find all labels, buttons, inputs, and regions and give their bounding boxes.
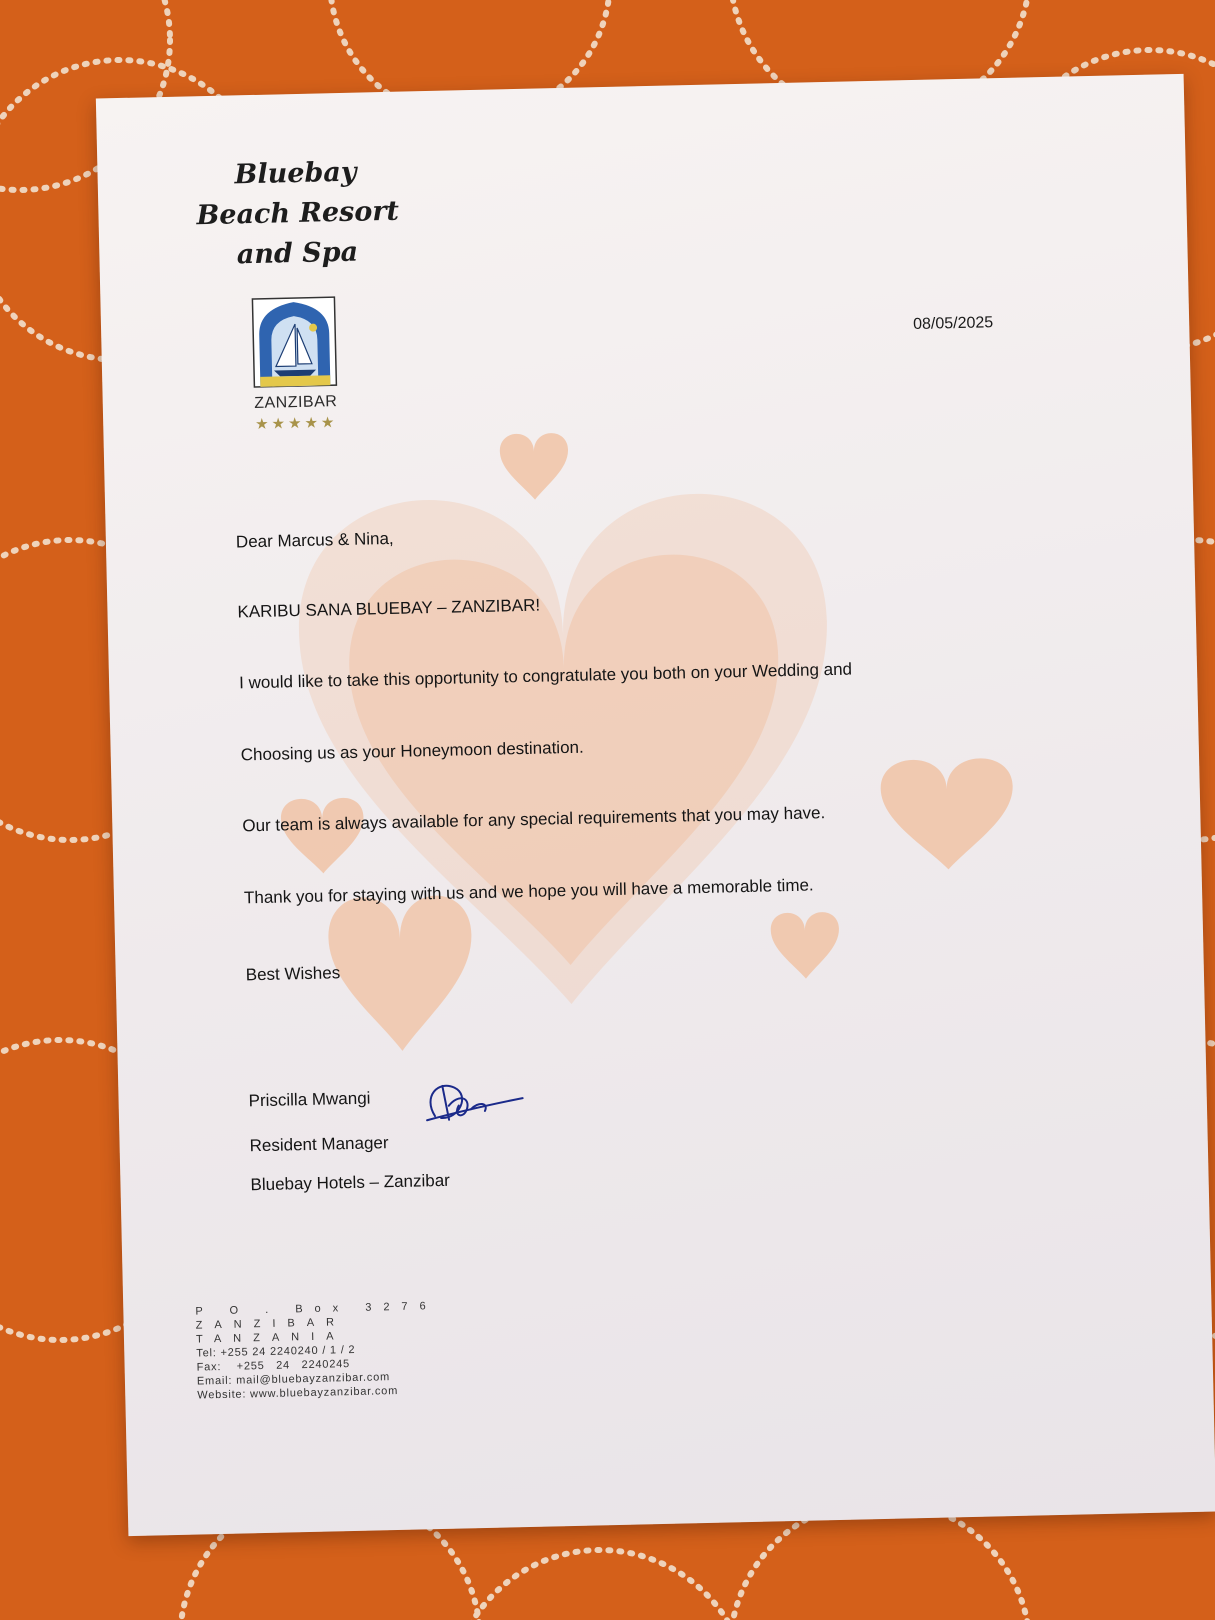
- salutation: Dear Marcus & Nina,: [235, 528, 394, 552]
- contact-footer: [195, 1299, 438, 1402]
- signatory-organization: Bluebay Hotels – Zanzibar: [250, 1170, 451, 1195]
- closing: Best Wishes: [245, 963, 341, 985]
- footer-website: Website: www.bluebayzanzibar.com: [197, 1385, 399, 1402]
- resort-brand-name: [195, 152, 398, 277]
- signatory-title: Resident Manager: [249, 1133, 389, 1156]
- signatory-name: Priscilla Mwangi: [248, 1088, 371, 1111]
- footer-tel: Tel: +255 24 2240240 / 1 / 2: [196, 1343, 356, 1360]
- footer-po-box: P O . Box 3276: [195, 1300, 438, 1318]
- letter-date: 08/05/2025: [912, 314, 994, 334]
- body-line-1: I would like to take this opportunity to congratulate you both on your Wedding and: [238, 659, 853, 693]
- footer-fax: Fax: +255 24 2240245: [196, 1358, 351, 1374]
- letter-paper: [96, 74, 1215, 1536]
- brand-line-2: Beach Resort: [196, 195, 400, 232]
- handwritten-signature: [418, 1074, 529, 1132]
- body-line-4: Thank you for staying with us and we hope you will have a memorable time.: [243, 875, 814, 908]
- brand-line-3: and Spa: [236, 236, 359, 271]
- body-line-3: Our team is always available for any special requirements that you may have.: [242, 803, 826, 836]
- logo-caption: ZANZIBAR: [254, 393, 338, 413]
- star-rating: ★★★★★: [254, 414, 338, 433]
- footer-country: TANZANIA: [195, 1330, 346, 1346]
- brand-line-1: Bluebay: [234, 156, 357, 191]
- resort-logo-icon: [248, 293, 340, 391]
- footer-city: ZANZIBAR: [195, 1316, 347, 1332]
- welcome-line: KARIBU SANA BLUEBAY – ZANZIBAR!: [237, 595, 541, 622]
- footer-email: Email: mail@bluebayzanzibar.com: [196, 1371, 391, 1388]
- body-line-2: Choosing us as your Honeymoon destination.: [240, 737, 584, 765]
